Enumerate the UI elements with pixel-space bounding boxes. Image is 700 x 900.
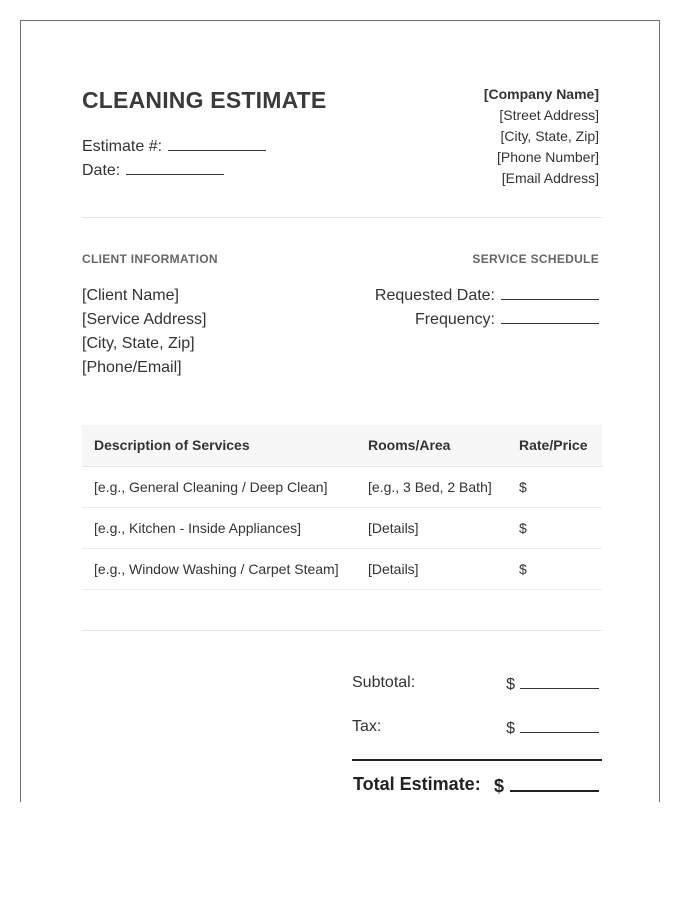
frequency-label: Frequency:: [414, 311, 495, 328]
company-email: [Email Address]: [501, 170, 599, 186]
client-contact: [Phone/Email]: [82, 359, 182, 376]
date-field: [82, 160, 224, 180]
column-header-rate: Rate/Price: [507, 425, 602, 466]
total-blank[interactable]: [510, 774, 599, 792]
client-info-heading: CLIENT INFORMATION: [82, 252, 218, 266]
services-table: [82, 425, 602, 590]
client-city: [City, State, Zip]: [82, 335, 195, 352]
service-rate[interactable]: $: [507, 466, 602, 507]
schedule-block: [375, 284, 599, 332]
company-city: [City, State, Zip]: [500, 128, 599, 144]
estimate-number-label: Estimate #:: [82, 138, 163, 155]
column-header-description: Description of Services: [82, 425, 356, 466]
requested-date-field: [375, 284, 599, 308]
table-header-row: [82, 425, 602, 466]
service-schedule-heading: SERVICE SCHEDULE: [472, 252, 599, 266]
header-divider: [82, 217, 602, 218]
total-estimate-label: Total Estimate:: [353, 774, 481, 794]
frequency-field: [375, 308, 599, 332]
frequency-blank[interactable]: [501, 309, 599, 324]
subtotal-blank[interactable]: [520, 674, 599, 689]
company-name: [Company Name]: [483, 86, 599, 102]
table-row: [82, 548, 602, 589]
service-description[interactable]: [e.g., Kitchen - Inside Appliances]: [82, 507, 356, 548]
service-rate[interactable]: $: [507, 507, 602, 548]
company-street: [Street Address]: [499, 107, 599, 123]
date-label: Date:: [82, 162, 121, 179]
client-address: [Service Address]: [82, 311, 207, 328]
tax-label: Tax:: [352, 718, 382, 735]
company-block: [484, 84, 599, 189]
subtotal-label: Subtotal:: [352, 674, 416, 691]
totals-divider: [82, 630, 602, 631]
table-row: [82, 507, 602, 548]
client-name: [Client Name]: [82, 287, 179, 304]
total-estimate-value: [494, 774, 599, 797]
service-rooms[interactable]: [Details]: [356, 548, 507, 589]
service-rate[interactable]: $: [507, 548, 602, 589]
tax-value: [506, 718, 599, 738]
subtotal-value: [506, 674, 599, 694]
total-rule: [352, 759, 602, 761]
subtotal-currency: $: [506, 676, 515, 693]
date-blank[interactable]: [126, 160, 224, 175]
service-rooms[interactable]: [Details]: [356, 507, 507, 548]
service-rooms[interactable]: [e.g., 3 Bed, 2 Bath]: [356, 466, 507, 507]
estimate-number-blank[interactable]: [168, 136, 266, 151]
requested-date-blank[interactable]: [501, 285, 599, 300]
tax-blank[interactable]: [520, 718, 599, 733]
client-info-block: [82, 284, 207, 380]
estimate-number-field: [82, 136, 266, 156]
service-description[interactable]: [e.g., Window Washing / Carpet Steam]: [82, 548, 356, 589]
estimate-document: [20, 20, 660, 802]
service-description[interactable]: [e.g., General Cleaning / Deep Clean]: [82, 466, 356, 507]
table-row: [82, 466, 602, 507]
requested-date-label: Requested Date:: [374, 287, 495, 304]
column-header-rooms: Rooms/Area: [356, 425, 507, 466]
total-currency: $: [493, 776, 504, 796]
company-phone: [Phone Number]: [497, 149, 599, 165]
document-title: CLEANING ESTIMATE: [82, 87, 327, 113]
tax-currency: $: [506, 720, 515, 737]
